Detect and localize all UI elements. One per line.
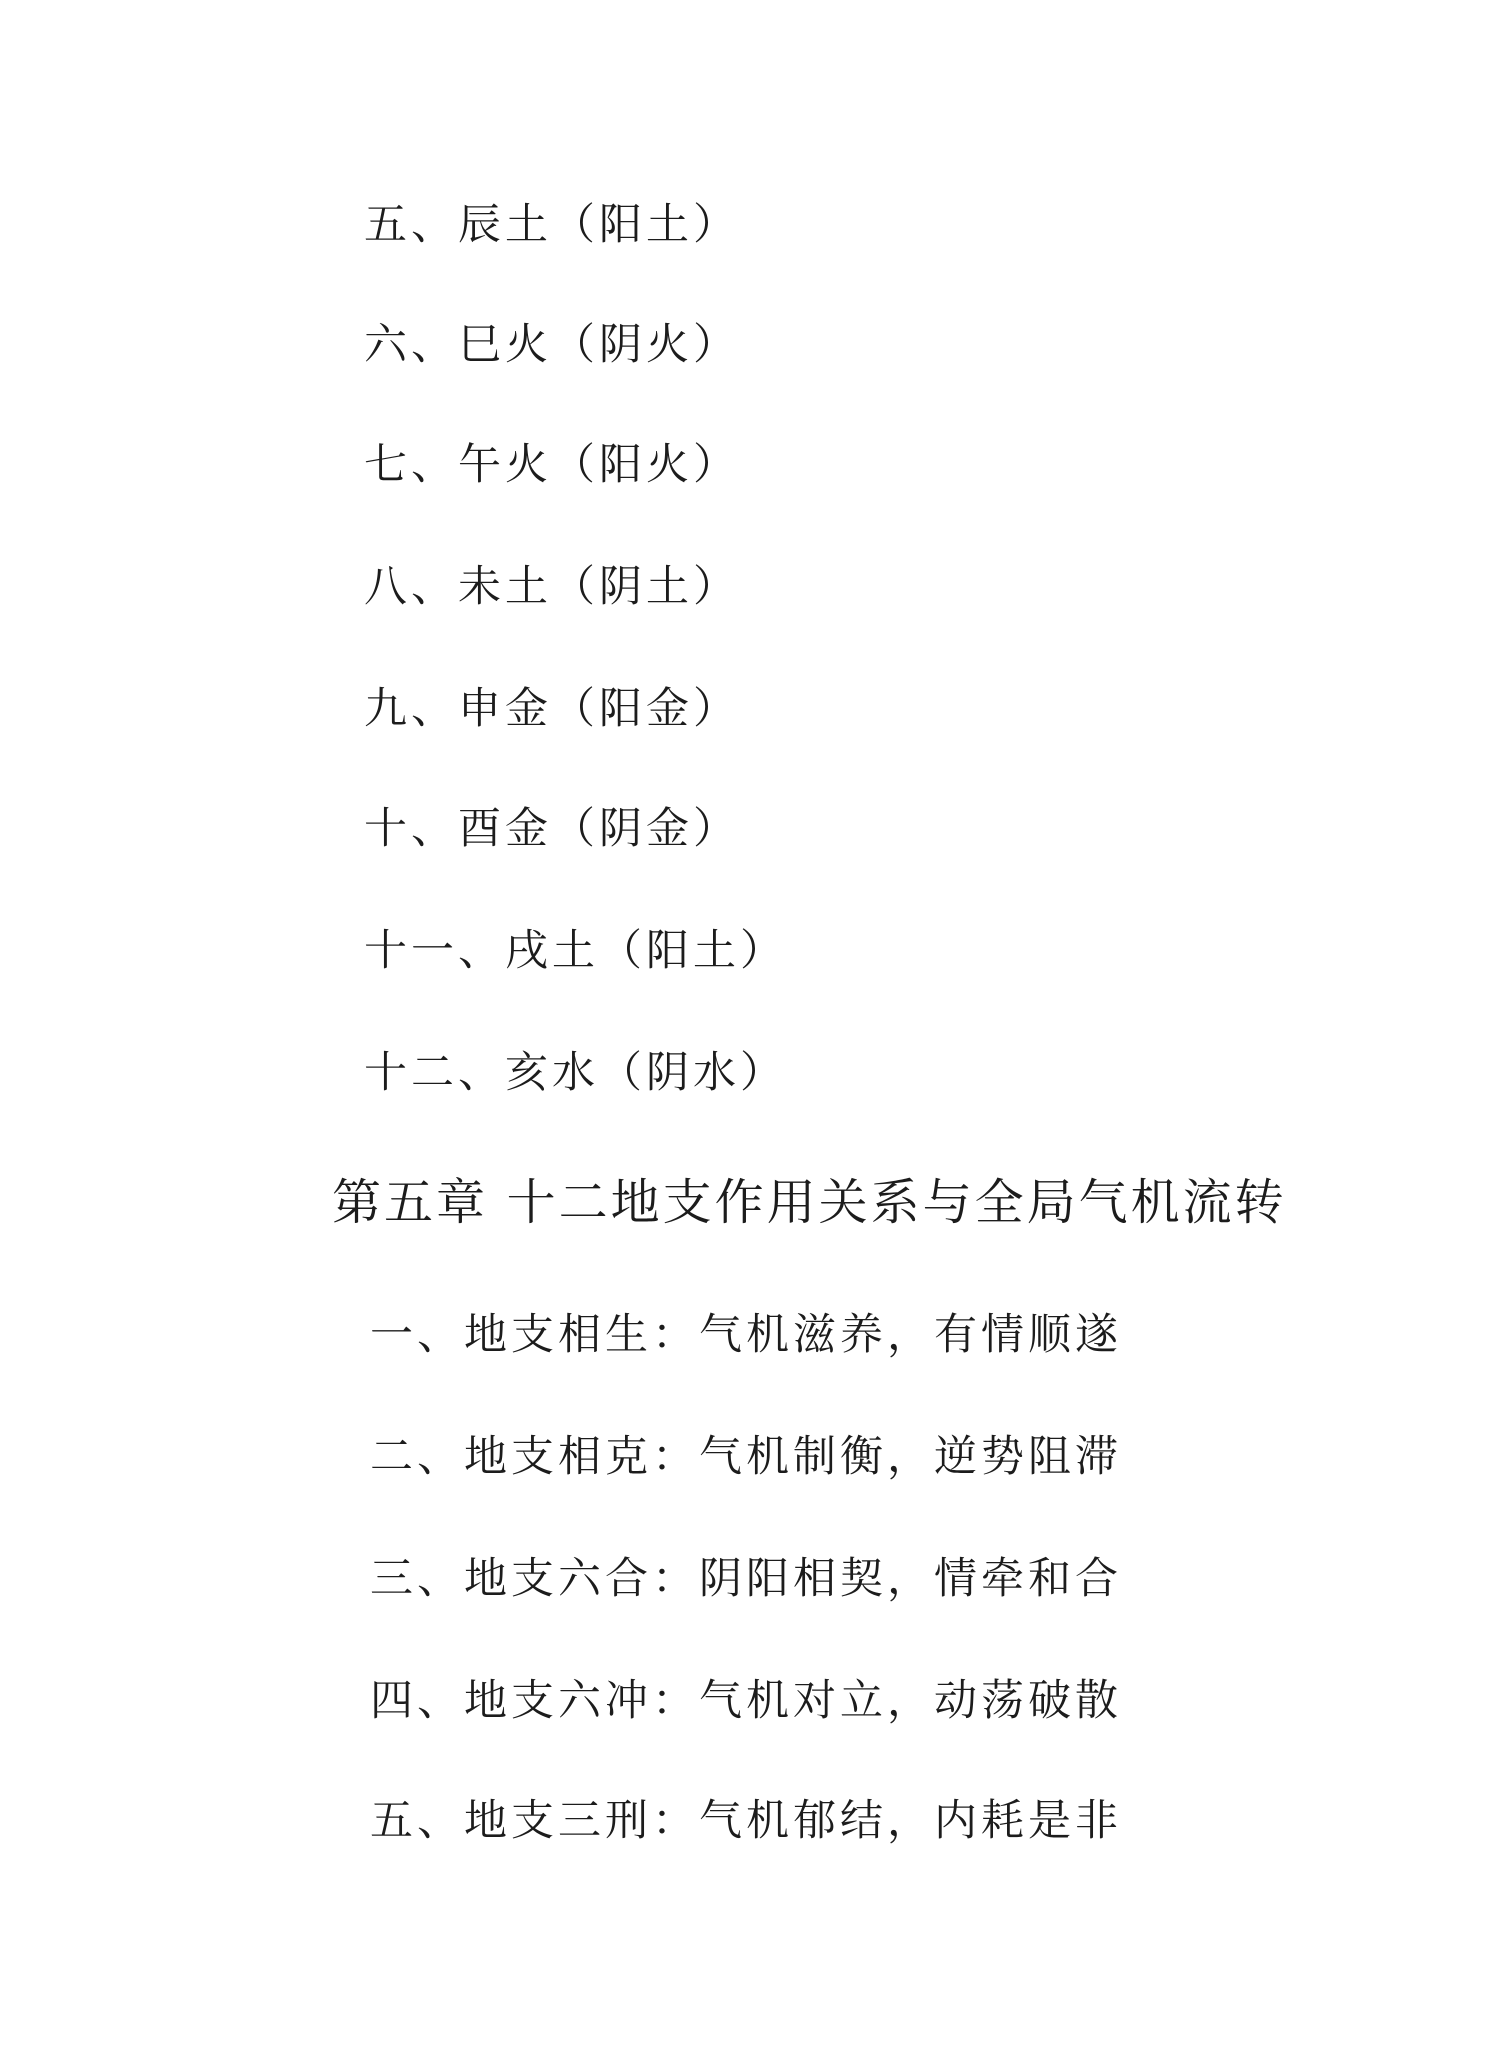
relation-item-liuhe: 三、地支六合：阴阳相契，情牵和合 xyxy=(370,1554,1122,1604)
branch-item-xu: 十一、戌土（阳土） xyxy=(364,926,787,976)
branch-item-you: 十、酉金（阴金） xyxy=(364,804,740,854)
branch-item-chen: 五、辰土（阳土） xyxy=(364,200,740,250)
branch-item-hai: 十二、亥水（阴水） xyxy=(364,1048,787,1098)
branch-item-wu: 七、午火（阳火） xyxy=(364,440,740,490)
relation-item-sanxing: 五、地支三刑：气机郁结，内耗是非 xyxy=(370,1796,1122,1846)
relation-item-liuchong: 四、地支六冲：气机对立，动荡破散 xyxy=(370,1676,1122,1726)
branch-item-si: 六、巳火（阴火） xyxy=(364,320,740,370)
relation-item-sheng: 一、地支相生：气机滋养，有情顺遂 xyxy=(370,1310,1122,1360)
branch-item-shen: 九、申金（阳金） xyxy=(364,684,740,734)
branch-item-wei: 八、未土（阴土） xyxy=(364,562,740,612)
relation-item-ke: 二、地支相克：气机制衡，逆势阻滞 xyxy=(370,1432,1122,1482)
chapter-heading: 第五章 十二地支作用关系与全局气机流转 xyxy=(332,1174,1287,1231)
